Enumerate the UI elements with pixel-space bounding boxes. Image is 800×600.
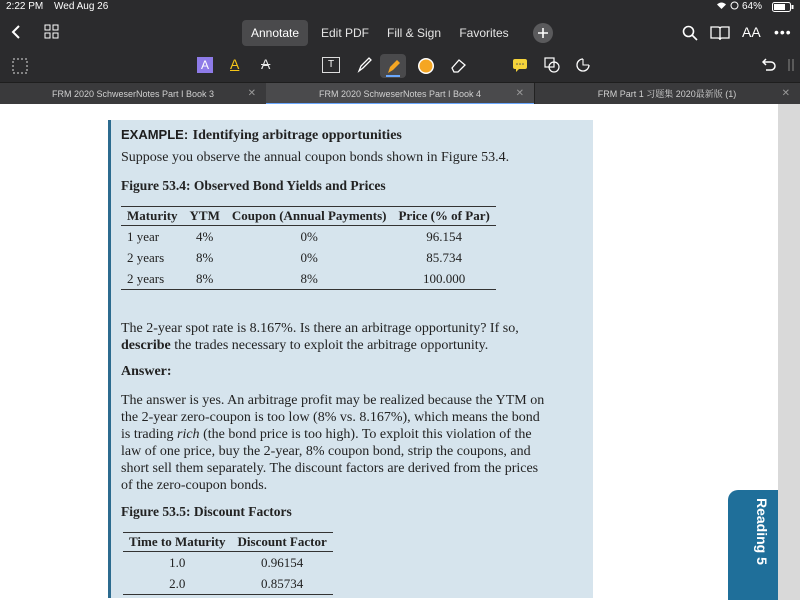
- question-part-1: The 2-year spot rate is 8.167%. Is there an arbitrage opportunity? If so,: [121, 321, 519, 336]
- bond-yields-table: [121, 206, 496, 290]
- table-header: Time to Maturity: [123, 533, 232, 552]
- answer-fragment: is trading: [121, 427, 174, 442]
- question-part-2: the trades necessary to exploit the arbitrage opportunity.: [174, 338, 489, 353]
- table-cell: 2.0: [123, 573, 232, 595]
- pdf-page[interactable]: [0, 104, 778, 600]
- back-chevron-icon[interactable]: [10, 24, 22, 45]
- table-header: Price (% of Par): [392, 207, 495, 226]
- table-header: Discount Factor: [232, 533, 333, 552]
- table-header: Maturity: [121, 207, 184, 226]
- reading-side-tab: [728, 490, 778, 600]
- answer-line: the 2-year zero-coupon is too low (8% vs. 8.167%), which means the bond: [121, 410, 540, 425]
- discount-factors-table: [123, 532, 333, 595]
- strikethrough-tool[interactable]: A: [261, 56, 271, 72]
- doc-tab-book4[interactable]: [266, 83, 535, 105]
- answer-label: Answer:: [121, 364, 172, 379]
- table-cell: 8%: [226, 268, 393, 290]
- wifi-icon: [716, 1, 727, 13]
- underline-tool[interactable]: A: [230, 56, 240, 72]
- table-cell: 8%: [196, 249, 214, 265]
- font-size-icon[interactable]: AA: [742, 24, 761, 40]
- question-text: [121, 320, 583, 354]
- search-icon[interactable]: [682, 25, 698, 46]
- page-gutter: [778, 104, 800, 600]
- shapes-tool-icon[interactable]: [544, 57, 560, 78]
- answer-line: short sell them separately. The discount factors are derived from the prices: [121, 461, 539, 476]
- pen-tool-icon[interactable]: [356, 56, 372, 79]
- doc-tab-book3[interactable]: [0, 83, 267, 105]
- table-row: [123, 552, 333, 574]
- example-intro: Suppose you observe the annual coupon bonds shown in Figure 53.4.: [121, 150, 510, 165]
- table-cell: 0.96154: [261, 554, 304, 570]
- example-title: Identifying arbitrage opportunities: [192, 128, 402, 143]
- textbox-tool[interactable]: T: [322, 57, 340, 73]
- example-box: [108, 120, 593, 598]
- more-options-icon[interactable]: •••: [774, 24, 792, 40]
- answer-line: [121, 426, 587, 443]
- table-cell: 1 year: [127, 228, 160, 244]
- tab-favorites[interactable]: Favorites: [459, 26, 509, 40]
- selection-tool-icon[interactable]: [12, 58, 28, 79]
- doc-tab-label: FRM 2020 SchweserNotes Part I Book 3: [51, 89, 215, 99]
- grid-view-icon[interactable]: [44, 24, 60, 45]
- example-heading: [121, 126, 402, 144]
- close-tab-icon[interactable]: ✕: [515, 88, 524, 99]
- comment-note-icon[interactable]: [512, 58, 528, 77]
- doc-tab-exercise[interactable]: [534, 83, 800, 105]
- reading-side-tab-label: Reading 5: [754, 498, 770, 565]
- doc-tab-label: FRM Part 1 习题集 2020最新版 (1): [597, 89, 737, 99]
- table-row: [121, 247, 496, 268]
- answer-line: law of one price, buy the 2-year, 8% coupon bond, strip the coupons, and: [121, 444, 531, 459]
- figure-53-5-title: Figure 53.5: Discount Factors: [121, 504, 292, 519]
- close-tab-icon[interactable]: ✕: [781, 88, 790, 99]
- undo-icon[interactable]: [760, 57, 776, 78]
- table-cell: 85.734: [426, 249, 463, 265]
- battery-percent: 64%: [742, 1, 763, 12]
- status-time: 2:22 PM: [6, 1, 44, 12]
- answer-line: of the zero-coupon bonds.: [121, 478, 268, 493]
- table-row: [123, 573, 333, 595]
- close-tab-icon[interactable]: ✕: [247, 88, 256, 99]
- table-cell: 2 years: [127, 249, 165, 265]
- status-date: Wed Aug 26: [54, 1, 109, 12]
- table-cell: 4%: [196, 228, 214, 244]
- book-icon[interactable]: [710, 25, 730, 46]
- tab-annotate[interactable]: Annotate: [242, 20, 308, 46]
- table-row: [121, 226, 496, 248]
- doc-tab-label: FRM 2020 SchweserNotes Part I Book 4: [318, 89, 482, 99]
- color-picker-icon[interactable]: [417, 57, 435, 80]
- answer-italic-rich: rich: [177, 427, 200, 442]
- table-cell: 0%: [300, 249, 318, 265]
- example-prefix: EXAMPLE:: [121, 127, 189, 142]
- figure-53-4-title: Figure 53.4: Observed Bond Yields and Prices: [121, 178, 386, 193]
- table-cell: 2 years: [121, 268, 184, 290]
- table-cell: 0%: [300, 228, 318, 244]
- answer-text: [121, 392, 587, 494]
- answer-fragment: (the bond price is too high). To exploit this violation of the: [203, 427, 532, 442]
- question-bold-word: describe: [121, 338, 171, 353]
- table-cell: 0.85734: [232, 573, 333, 595]
- tab-edit-pdf[interactable]: Edit PDF: [320, 26, 369, 40]
- tab-fill-sign[interactable]: Fill & Sign: [386, 26, 442, 40]
- highlighter-tool-icon[interactable]: [380, 54, 406, 78]
- table-cell: 8%: [184, 268, 226, 290]
- table-cell: 96.154: [426, 228, 463, 244]
- table-row: [121, 268, 496, 290]
- table-header: YTM: [184, 207, 226, 226]
- toolbar-drag-handle-icon[interactable]: [788, 58, 794, 77]
- table-cell: 100.000: [392, 268, 495, 290]
- answer-line: The answer is yes. An arbitrage profit may be realized because the YTM on: [121, 393, 545, 408]
- location-icon: [730, 1, 739, 13]
- table-cell: 1.0: [169, 554, 186, 570]
- add-tab-icon[interactable]: [532, 22, 554, 49]
- text-highlight-tool[interactable]: A: [197, 57, 213, 73]
- status-bar: [0, 0, 800, 14]
- document-tab-bar: [0, 82, 800, 105]
- table-header: Coupon (Annual Payments): [226, 207, 393, 226]
- eraser-icon[interactable]: [450, 57, 468, 78]
- lasso-tool-icon[interactable]: [575, 57, 591, 78]
